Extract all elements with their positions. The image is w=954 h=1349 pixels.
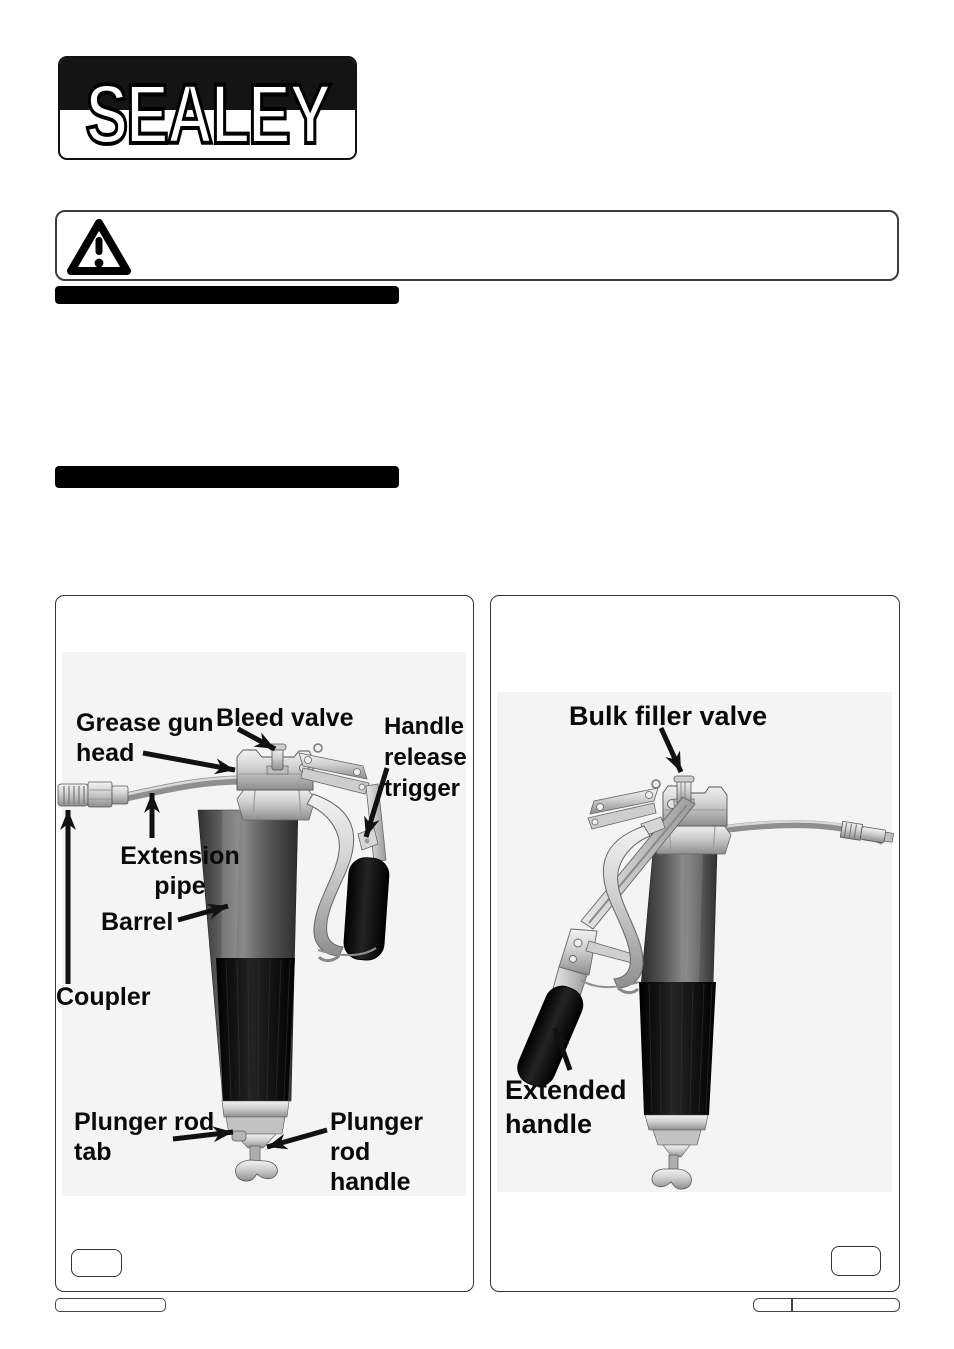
figure-panel-right — [490, 595, 900, 1292]
label-extended-handle: Extended handle — [505, 1075, 627, 1139]
warning-triangle-icon — [67, 218, 131, 278]
section-header-bar-2 — [55, 466, 399, 488]
footer-box-left — [55, 1298, 166, 1312]
label-coupler: Coupler — [56, 983, 151, 1011]
coupler-graphic — [58, 782, 128, 807]
figure-number-box-left — [71, 1249, 122, 1277]
barrel-graphic — [641, 852, 717, 986]
plunger-rod-tab-graphic — [232, 1131, 246, 1141]
label-barrel: Barrel — [101, 908, 174, 936]
label-plunger-rod-handle: Plunger rod handle — [330, 1108, 424, 1196]
label-handle-release-trigger: Handle release trigger — [384, 713, 467, 803]
figure-number-box-right — [831, 1246, 881, 1276]
section-header-bar-1 — [55, 286, 399, 304]
barrel-grip-sleeve — [216, 958, 295, 1101]
barrel-grip-sleeve — [639, 982, 716, 1115]
footer-box-divider — [791, 1299, 793, 1311]
figure-panel-left — [55, 595, 474, 1292]
label-extension-pipe: Extension pipe — [120, 842, 240, 900]
logo-text: SEALEY — [85, 66, 330, 160]
sealey-logo — [58, 56, 357, 160]
label-bleed-valve: Bleed valve — [216, 704, 354, 732]
warning-box — [55, 210, 899, 281]
label-grease-gun-head: Grease gun head — [76, 709, 214, 767]
footer-box-right — [753, 1298, 900, 1312]
label-bulk-filler-valve: Bulk filler valve — [569, 701, 768, 731]
label-plunger-rod-tab: Plunger rod tab — [74, 1108, 215, 1166]
